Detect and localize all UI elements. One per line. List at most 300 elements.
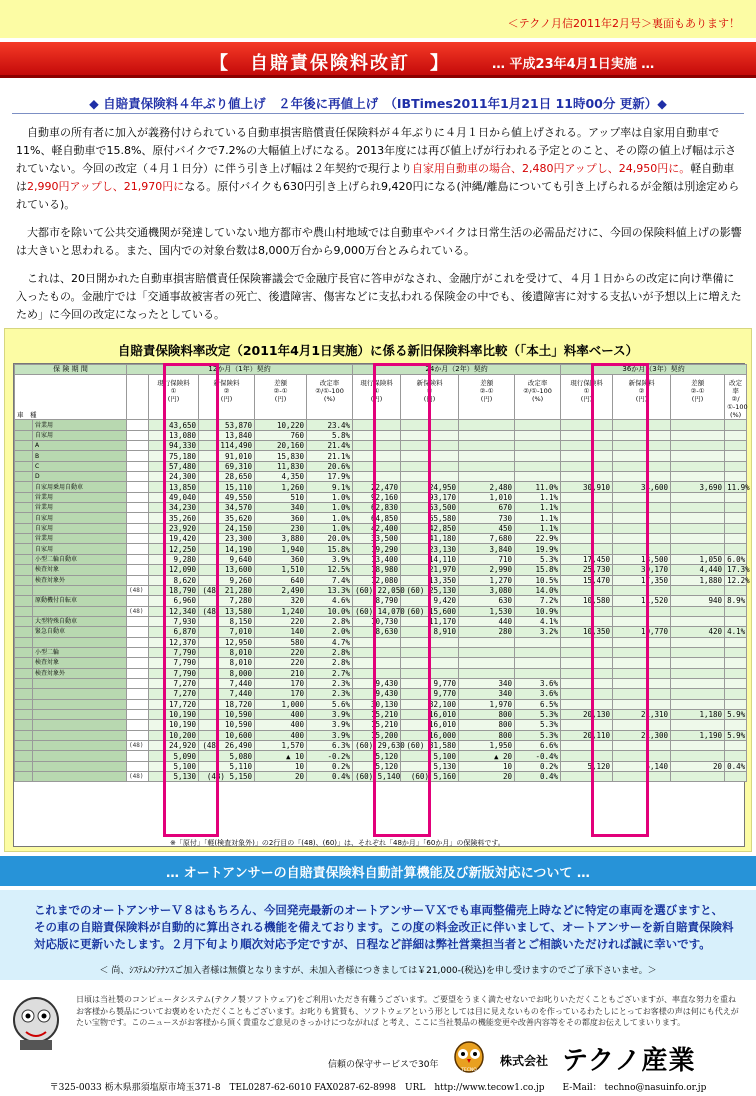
signoff-text: 日頃は当社製のコンピュータシステム(テクノ製ソフトウェア)をご利用いただき有難うございます。ご要望をうまく満たせないでお叱りいただくこともございますが、率直な努力を重ね お客様から製品についてお褒めをいただくこともございます。お叱りも賞賛も、ソフトウェアという形としては目に見えないものを作っているわたしにとってお客様の声は何にも代えがたい宝物です。このニュースがお客様から頂く貴重なご意見のきっかけにつながれば と考え、ここに当社製品の機能変更や改善内容等をその都度お伝えしてまいります。 <box>76 995 739 1027</box>
table-cell: 34,570 <box>199 503 255 513</box>
table-cell <box>671 461 725 471</box>
col-head-3-2: 新保険料 ② (円) <box>613 375 671 420</box>
row-months-prefix <box>127 616 149 626</box>
row-label: 検査対象外 <box>33 668 127 678</box>
table-cell: 12.2% <box>725 575 747 585</box>
row-group-cell <box>15 637 33 647</box>
row-group-cell <box>15 565 33 575</box>
col-head-1-1: 現行保険料 ① (円) <box>149 375 199 420</box>
table-cell: (48) 21,280 <box>199 585 255 595</box>
table-cell: 630 <box>459 596 515 606</box>
table-cell: 13,350 <box>401 575 459 585</box>
row-group-cell <box>15 606 33 616</box>
row-label: D <box>33 472 127 482</box>
table-cell <box>613 772 671 782</box>
table-cell <box>613 503 671 513</box>
table-cell: 1.1% <box>515 523 561 533</box>
table-cell <box>613 647 671 657</box>
table-cell: 6,960 <box>149 596 199 606</box>
table-cell <box>561 616 613 626</box>
table-cell <box>671 741 725 751</box>
table-cell <box>613 523 671 533</box>
row-label: 小型二輪自動車 <box>33 554 127 564</box>
row-group-cell <box>15 772 33 782</box>
table-row <box>15 596 747 606</box>
table-cell <box>561 668 613 678</box>
table-row <box>15 761 747 771</box>
table-row <box>15 627 747 637</box>
table-cell: 5,120 <box>353 761 401 771</box>
table-cell <box>459 658 515 668</box>
table-cell: 8,000 <box>199 668 255 678</box>
table-cell <box>671 720 725 730</box>
table-cell: 12,250 <box>149 544 199 554</box>
table-cell <box>353 658 401 668</box>
table-row <box>15 741 747 751</box>
row-label <box>33 709 127 719</box>
table-cell: 10,190 <box>149 720 199 730</box>
table-cell: 0.4% <box>515 772 561 782</box>
table-cell: 1.0% <box>307 513 353 523</box>
row-label <box>33 689 127 699</box>
table-cell: 21,310 <box>613 709 671 719</box>
table-cell <box>671 647 725 657</box>
table-cell <box>613 585 671 595</box>
table-cell <box>671 689 725 699</box>
table-cell: 16,010 <box>401 720 459 730</box>
table-cell: 114,490 <box>199 441 255 451</box>
table-cell: 16,000 <box>401 730 459 740</box>
paragraph-1-c: 軽自動車は <box>16 162 735 193</box>
table-cell <box>561 772 613 782</box>
table-cell: 42,850 <box>401 523 459 533</box>
table-cell: 15,830 <box>255 451 307 461</box>
table-cell: 710 <box>459 554 515 564</box>
table-cell: 7,280 <box>199 596 255 606</box>
table-cell: 10,590 <box>199 720 255 730</box>
table-row <box>15 430 747 440</box>
row-group-cell <box>15 554 33 564</box>
row-months-prefix: (48) <box>127 741 149 751</box>
table-row <box>15 441 747 451</box>
table-cell <box>515 658 561 668</box>
table-cell <box>613 534 671 544</box>
table-cell: 9,280 <box>149 554 199 564</box>
table-row <box>15 658 747 668</box>
rate-table-title: 自賠責保険料率改定（2011年4月1日実施）に係る新旧保険料率比較（「本土」料率ベース） <box>117 343 639 358</box>
table-cell: 49,040 <box>149 492 199 502</box>
row-months-prefix <box>127 699 149 709</box>
corner-period-label: 保 険 期 間 <box>15 365 127 375</box>
row-group-cell <box>15 627 33 637</box>
table-cell <box>353 647 401 657</box>
table-cell: 13,840 <box>199 430 255 440</box>
table-cell: 800 <box>459 730 515 740</box>
table-cell: 34,230 <box>149 503 199 513</box>
table-cell <box>561 544 613 554</box>
table-cell: 220 <box>255 658 307 668</box>
table-cell: 730 <box>459 513 515 523</box>
table-cell <box>459 647 515 657</box>
table-cell <box>353 451 401 461</box>
table-cell: ▲ 10 <box>255 751 307 761</box>
row-group-cell <box>15 420 33 430</box>
row-group-cell <box>15 616 33 626</box>
table-cell <box>725 420 747 430</box>
table-cell <box>459 430 515 440</box>
table-cell: 230 <box>255 523 307 533</box>
table-cell <box>671 616 725 626</box>
row-group-cell <box>15 482 33 492</box>
table-cell: 4,440 <box>671 565 725 575</box>
table-row <box>15 565 747 575</box>
table-cell <box>515 647 561 657</box>
table-cell: -0.4% <box>515 751 561 761</box>
table-cell <box>725 606 747 616</box>
table-row <box>15 461 747 471</box>
table-cell: 10,200 <box>149 730 199 740</box>
table-cell: 22,470 <box>353 482 401 492</box>
table-cell: 20.0% <box>307 534 353 544</box>
table-cell: 9,430 <box>353 689 401 699</box>
table-cell <box>671 503 725 513</box>
table-cell <box>459 472 515 482</box>
company-address: 〒325-0033 栃木県那須塩原市埼玉371-8 TEL0287-62-6010 FAX0287-62-8998 URL http://www.tecow1.co.jp E-Mail： techno@nasuinfo.or.jp <box>49 1083 707 1093</box>
table-cell: 23.4% <box>307 420 353 430</box>
table-cell: 23,920 <box>149 523 199 533</box>
mascot-logo-icon <box>6 990 66 1054</box>
table-cell <box>561 689 613 699</box>
table-cell: 3.6% <box>515 689 561 699</box>
table-cell <box>671 606 725 616</box>
table-cell <box>725 461 747 471</box>
row-label: A <box>33 441 127 451</box>
row-group-cell <box>15 668 33 678</box>
table-row <box>15 730 747 740</box>
table-cell: -0.2% <box>307 751 353 761</box>
table-cell: 3.2% <box>515 627 561 637</box>
table-cell <box>725 751 747 761</box>
table-row <box>15 606 747 616</box>
table-cell: 440 <box>459 616 515 626</box>
table-cell: 220 <box>255 616 307 626</box>
table-cell: 0.2% <box>307 761 353 771</box>
table-cell: 10,350 <box>561 627 613 637</box>
table-cell: 670 <box>459 503 515 513</box>
table-cell <box>515 472 561 482</box>
table-cell: 10.5% <box>515 575 561 585</box>
table-cell <box>353 430 401 440</box>
table-cell: 62,830 <box>353 503 401 513</box>
table-cell <box>353 461 401 471</box>
table-cell: 1,190 <box>671 730 725 740</box>
table-cell: 340 <box>255 503 307 513</box>
table-cell <box>515 430 561 440</box>
table-cell <box>725 689 747 699</box>
paragraph-1-d: 2,990円アップし、21,970円に <box>27 180 185 193</box>
table-cell <box>725 616 747 626</box>
table-cell: 20,110 <box>561 730 613 740</box>
table-row <box>15 709 747 719</box>
table-cell: 450 <box>459 523 515 533</box>
table-cell: (60) 5,140 <box>353 772 401 782</box>
table-cell: 5.3% <box>515 554 561 564</box>
table-cell: 800 <box>459 720 515 730</box>
row-months-prefix <box>127 523 149 533</box>
row-label: 小型二輪 <box>33 647 127 657</box>
table-cell <box>671 472 725 482</box>
table-cell <box>725 534 747 544</box>
table-cell: 57,480 <box>149 461 199 471</box>
table-cell: 28,650 <box>199 472 255 482</box>
table-cell: 760 <box>255 430 307 440</box>
table-cell: 400 <box>255 720 307 730</box>
row-label: 営業用 <box>33 534 127 544</box>
table-cell: 10,600 <box>199 730 255 740</box>
section2-box <box>0 890 756 980</box>
row-group-cell <box>15 534 33 544</box>
company-prefix: 株式会社 <box>500 1054 549 1068</box>
row-group-cell <box>15 492 33 502</box>
table-cell <box>515 461 561 471</box>
table-row <box>15 451 747 461</box>
row-months-prefix: (48) <box>127 772 149 782</box>
table-cell: 2,480 <box>459 482 515 492</box>
table-cell <box>725 585 747 595</box>
table-row <box>15 482 747 492</box>
table-cell: 510 <box>255 492 307 502</box>
table-row <box>15 503 747 513</box>
table-cell: 5,090 <box>149 751 199 761</box>
table-row <box>15 637 747 647</box>
table-cell: 7,680 <box>459 534 515 544</box>
row-group-cell <box>15 441 33 451</box>
table-cell: 1.1% <box>515 503 561 513</box>
table-cell: 170 <box>255 689 307 699</box>
table-cell <box>613 699 671 709</box>
row-group-cell <box>15 709 33 719</box>
row-group-cell <box>15 503 33 513</box>
table-cell: 340 <box>459 689 515 699</box>
table-cell <box>561 699 613 709</box>
row-months-prefix <box>127 513 149 523</box>
table-cell <box>671 637 725 647</box>
table-cell <box>613 689 671 699</box>
table-cell: (60) 29,630 <box>353 741 401 751</box>
table-cell: 20 <box>255 772 307 782</box>
table-cell <box>671 420 725 430</box>
row-months-prefix <box>127 482 149 492</box>
table-cell <box>725 451 747 461</box>
table-cell: 11,520 <box>613 596 671 606</box>
owl-logo-icon <box>452 1040 486 1074</box>
table-cell: 24,300 <box>149 472 199 482</box>
table-cell: 3.9% <box>307 709 353 719</box>
table-cell: 9,260 <box>199 575 255 585</box>
table-cell <box>671 678 725 688</box>
table-row <box>15 689 747 699</box>
table-cell: 12,090 <box>149 565 199 575</box>
table-cell: 10.9% <box>515 606 561 616</box>
row-label: 検査対象 <box>33 565 127 575</box>
rate-table <box>14 364 750 782</box>
table-cell: 12,950 <box>199 637 255 647</box>
page-title: 【 自賠責保険料改訂 】 <box>210 53 450 74</box>
table-cell: 35,260 <box>149 513 199 523</box>
table-cell <box>561 451 613 461</box>
table-cell: 11,830 <box>255 461 307 471</box>
col-head-2-3: 差額 ②-① (円) <box>459 375 515 420</box>
table-cell <box>725 441 747 451</box>
table-cell <box>353 668 401 678</box>
table-cell: 1.0% <box>307 523 353 533</box>
table-cell: 30,130 <box>353 699 401 709</box>
table-cell: 12.5% <box>307 565 353 575</box>
table-cell: 7,790 <box>149 647 199 657</box>
table-cell: 17,350 <box>613 575 671 585</box>
row-label <box>33 585 127 595</box>
table-cell: 220 <box>255 647 307 657</box>
table-cell: 2.3% <box>307 689 353 699</box>
table-cell: 3.9% <box>307 554 353 564</box>
table-row <box>15 751 747 761</box>
row-group-cell <box>15 544 33 554</box>
table-row <box>15 699 747 709</box>
row-group-cell <box>15 523 33 533</box>
table-cell <box>561 606 613 616</box>
table-cell: 1,260 <box>255 482 307 492</box>
table-cell: 5.8% <box>307 430 353 440</box>
table-row <box>15 420 747 430</box>
table-cell <box>671 441 725 451</box>
table-cell <box>725 720 747 730</box>
table-row <box>15 585 747 595</box>
section2-text: これまでのオートアンサーＶ８はもちろん、今回発売最新のオートアンサーＶＸでも車両整備売上時などに特定の車両を選びますと、その車の自賠責保険料が自動的に算出される機能を備えております。この度の料金改正に伴いまして、オートアンサーを新自賠責保険料対応版に更新いたします。２月下旬より順次対応予定ですが、日程など詳細は弊社営業担当者とご相談いただければ誠に幸いです。 <box>34 903 734 951</box>
table-cell <box>613 668 671 678</box>
table-cell: 15,210 <box>353 709 401 719</box>
table-cell: 64,850 <box>353 513 401 523</box>
row-label <box>33 730 127 740</box>
table-row <box>15 668 747 678</box>
spacer-cell <box>127 375 149 420</box>
table-cell: 13,600 <box>199 565 255 575</box>
table-cell <box>613 720 671 730</box>
table-cell <box>671 544 725 554</box>
paragraph-1-e: なる。原付バイクも630円引き上げられ9,420円になる(沖縄/離島についても引き上げられるが金額は別途定められている)。 <box>16 180 740 211</box>
table-cell: 340 <box>459 678 515 688</box>
table-cell: 13,400 <box>353 554 401 564</box>
row-label <box>33 741 127 751</box>
table-cell: 5,080 <box>199 751 255 761</box>
row-label <box>33 678 127 688</box>
table-cell: 320 <box>255 596 307 606</box>
table-cell: 5,130 <box>149 772 199 782</box>
table-cell: 15,470 <box>561 575 613 585</box>
table-cell: 53,870 <box>199 420 255 430</box>
table-cell <box>401 637 459 647</box>
table-cell: 580 <box>255 637 307 647</box>
table-cell: 5,100 <box>401 751 459 761</box>
col-head-1-3: 差額 ②-① (円) <box>255 375 307 420</box>
table-cell: 17,450 <box>561 554 613 564</box>
table-cell <box>459 637 515 647</box>
row-group-cell <box>15 585 33 595</box>
table-cell: 5,100 <box>149 761 199 771</box>
table-cell: 4,350 <box>255 472 307 482</box>
table-cell: 140 <box>255 627 307 637</box>
row-months-prefix <box>127 575 149 585</box>
row-group-cell <box>15 575 33 585</box>
table-cell: 1,240 <box>255 606 307 616</box>
table-cell: 19,420 <box>149 534 199 544</box>
table-cell: 7.2% <box>515 596 561 606</box>
table-cell <box>401 658 459 668</box>
row-months-prefix <box>127 472 149 482</box>
table-cell: 24,950 <box>401 482 459 492</box>
table-cell: (60) 14,070 <box>353 606 401 616</box>
table-cell <box>561 585 613 595</box>
table-row <box>15 544 747 554</box>
table-cell <box>671 523 725 533</box>
table-cell: 18,720 <box>199 699 255 709</box>
table-cell <box>613 451 671 461</box>
table-cell: 12,340 <box>149 606 199 616</box>
table-cell: 15,200 <box>353 730 401 740</box>
table-cell <box>671 513 725 523</box>
row-months-prefix <box>127 461 149 471</box>
table-cell <box>459 668 515 678</box>
table-cell <box>725 637 747 647</box>
table-cell: 2,990 <box>459 565 515 575</box>
table-cell <box>459 451 515 461</box>
row-months-prefix <box>127 678 149 688</box>
row-label <box>33 772 127 782</box>
table-cell: 5,110 <box>199 761 255 771</box>
table-cell: 18,790 <box>149 585 199 595</box>
table-cell: 3.9% <box>307 730 353 740</box>
table-cell: 10 <box>459 761 515 771</box>
row-months-prefix <box>127 596 149 606</box>
table-cell: 1,530 <box>459 606 515 616</box>
section2-title: … オートアンサーの自賠責保険料自動計算機能及び新版対応について … <box>166 866 590 881</box>
table-cell: 8,150 <box>199 616 255 626</box>
table-cell: 10,590 <box>199 709 255 719</box>
table-row <box>15 513 747 523</box>
table-cell <box>515 441 561 451</box>
period-header-1: 12か月（1年）契約 <box>127 365 353 375</box>
table-cell: 20 <box>459 772 515 782</box>
table-cell: 360 <box>255 554 307 564</box>
table-cell <box>401 420 459 430</box>
table-cell <box>459 461 515 471</box>
col-head-2-2: 新保険料 ② (円) <box>401 375 459 420</box>
table-cell: 24,150 <box>199 523 255 533</box>
table-cell: 25,730 <box>561 565 613 575</box>
table-cell <box>613 751 671 761</box>
table-cell: 20,160 <box>255 441 307 451</box>
table-cell: 8,910 <box>401 627 459 637</box>
table-cell: 400 <box>255 730 307 740</box>
table-cell: 210 <box>255 668 307 678</box>
table-cell: 11,170 <box>401 616 459 626</box>
row-months-prefix <box>127 544 149 554</box>
row-label: 自家用 <box>33 523 127 533</box>
col-head-1-2: 新保険料 ② (円) <box>199 375 255 420</box>
table-cell: 13.3% <box>307 585 353 595</box>
paragraph-1-a: 自動車の所有者に加入が義務付けられている自動車損害賠償責任保険料が４年ぶりに４月１日から値上げされる。アップ率は自家用自動車で11%、軽自動車で15.8%、原付バイクで7.2%の大幅値上げになる。2013年度には再び値上げが行われる予定とのこと、その際の値上げ幅は示されていない。今回の改定（４月１日分）に伴う引き上げ幅は２年契約で現行より <box>16 126 737 175</box>
table-cell <box>613 420 671 430</box>
table-cell: 15,210 <box>353 720 401 730</box>
